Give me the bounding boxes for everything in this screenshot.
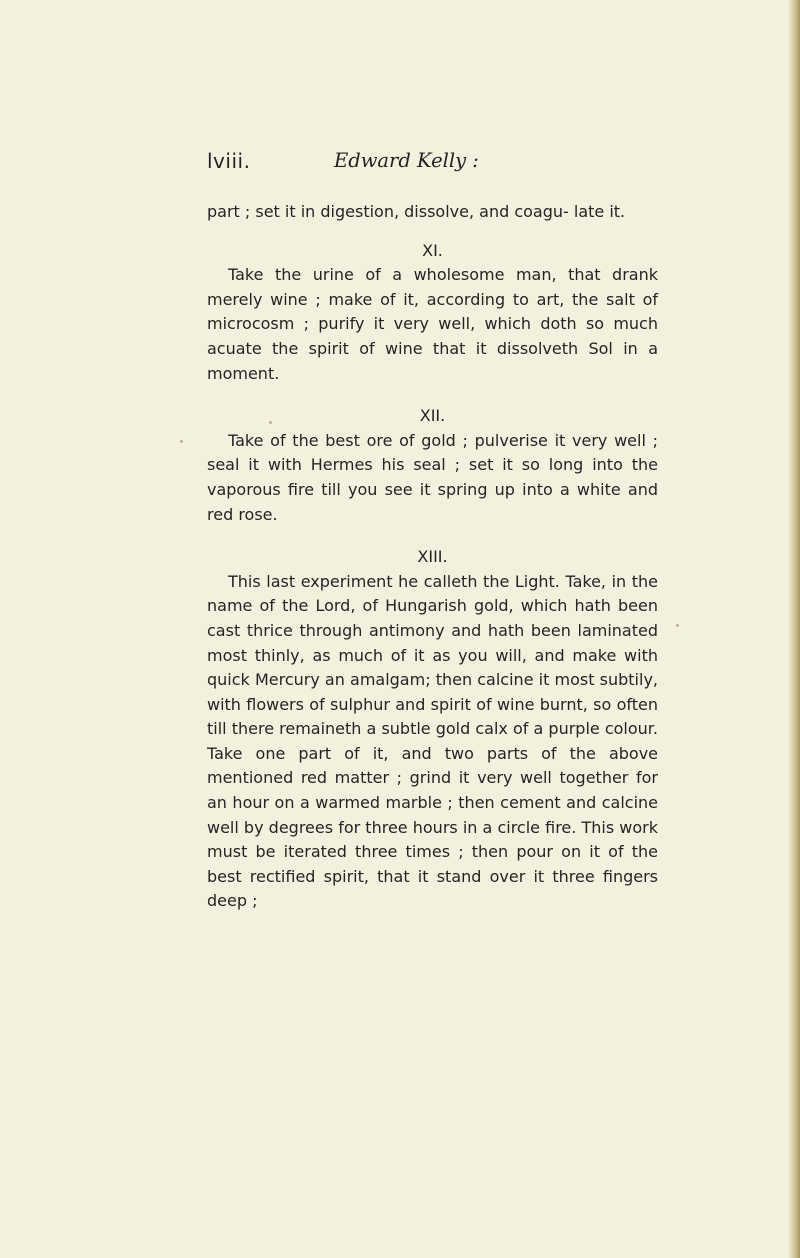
body-text: [207, 200, 658, 914]
section-heading-xiii: XIII.: [417, 547, 448, 567]
opening-paragraph: part ; set it in digestion, dissolve, and coagu- late it.: [207, 202, 626, 221]
section-text-xi: Take the urine of a wholesome man, that drank merely wine ; make of it, according to art, the salt of microcosm ; purify it very well, which doth so much acuate the spirit of wine that it dissolveth Sol in a moment.: [207, 265, 658, 383]
paper-speck: [180, 440, 183, 443]
section-heading-xi: XI.: [422, 240, 443, 260]
page-edge-shadow: [788, 0, 800, 1258]
section-text-xii: Take of the best ore of gold ; pulverise it very well ; seal it with Hermes his seal ; set it so long into the vaporous fire till you see it spring up into a white and red rose.: [207, 430, 658, 524]
page-header: [207, 149, 627, 179]
running-head: Edward Kelly :: [334, 149, 479, 172]
page-number: lviii.: [207, 149, 251, 173]
paper-speck: [676, 624, 679, 627]
section-text-xiii: This last experiment he calleth the Light. Take, in the name of the Lord, of Hungarish gold, which hath been cast thrice through antimony and hath been laminated most thinly, as much of it as you will, and make with quick Mercury an amalgam; then calcine it most subtily, with flowers of sulphur and spirit of wine burnt, so often till there remaineth a subtle gold calx of a purple colour. Take one part of it, and two parts of the above mentioned red matter ; grind it very well together for an hour on a warmed marble ; then cement and calcine well by degrees for three hours in a circle fire. This work must be iterated three times ; then pour on it of the best rectified spirit, that it stand over it three fingers deep ;: [207, 571, 658, 911]
section-heading-xii: XII.: [419, 406, 446, 426]
